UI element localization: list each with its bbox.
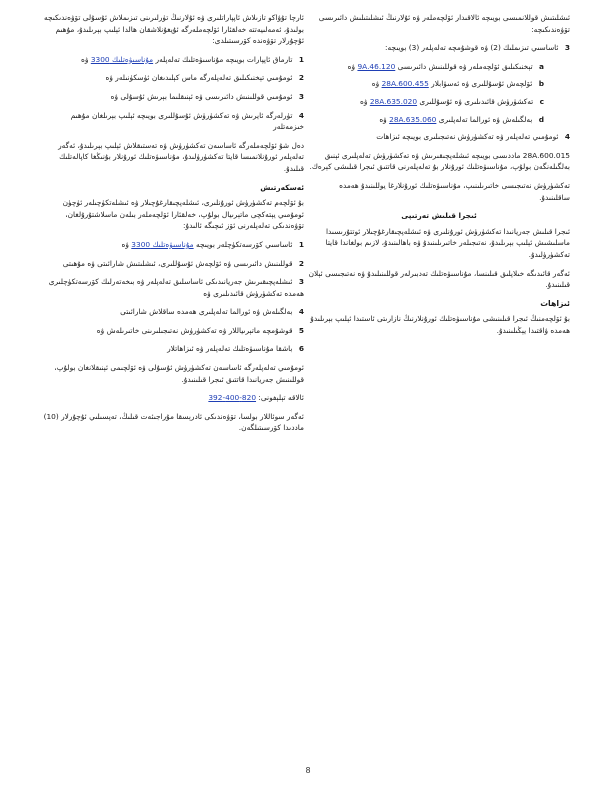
sub-list xyxy=(308,61,558,125)
sub-list-item xyxy=(308,61,558,73)
list-item xyxy=(42,72,304,84)
reference-link[interactable]: 28A.635.060 xyxy=(389,114,437,124)
list-item xyxy=(42,343,304,355)
list-item xyxy=(42,91,304,103)
sub-item-tail: ۋە xyxy=(379,114,387,124)
sub-list-item xyxy=(308,114,558,126)
sub-item-text: تېخنىكىلىق ئۆلچەملەر ۋە قوللىنىش دائىرىسى xyxy=(397,61,533,71)
list-item xyxy=(42,239,304,251)
sub-item-text: ئۆلچەش ئۇسۇللىرى ۋە ئەسۋابلار xyxy=(431,79,533,89)
right-paragraph-1: 28A.600.015 ماددىسى بويىچە ئىشلەپچىقىرىش ۋە تەكشۈرۈش تەلەپلىرى ئېنىق بەلگىلەنگەن بولۇپ، مۇناسىۋەتلىك ئورۇنلار بۇ تەلەپلەرنى قاتتىق ئىجرا قىلىشى كېرەك. xyxy=(309,150,570,172)
list-item xyxy=(42,276,304,299)
right-intro-paragraph: ئىشلىتىش قوللانمىسى بويىچە ئالاقىدار ئۆلچەملەر ۋە ئۇلارنىڭ ئىشلىتىلىش دائىرىسى تۆۋەندىكىچە: xyxy=(318,13,570,34)
sub-list-item xyxy=(308,96,558,108)
list-item-text: تارماق ئاپپارات بويىچە مۇناسىۋەتلىك تەلەپلەر xyxy=(155,54,293,64)
left-paragraph-1: دەل شۇ ئۆلچەملەرگە ئاساسەن تەكشۈرۈش ۋە تەستىقلاش ئېلىپ بېرىلىدۇ، ئەگەر تەلەپلەر ئورۇنلانمىسا قايتا تەكشۈرۈلىدۇ، مۇناسىۋەتلىك ئورۇنلار بۇنىڭغا كاپالەتلىك قىلىدۇ. xyxy=(58,140,304,173)
list-item-number: 1 xyxy=(298,54,304,64)
list-item-number: 4 xyxy=(298,110,304,120)
sub-item-marker: d xyxy=(538,114,544,124)
list-item-text: تۈرلەرگە ئايرىش ۋە تەكشۈرۈش ئۇسۇللىرى بويىچە ئېلىپ بېرىلغان مۇھىم خىزمەتلەر xyxy=(70,110,304,132)
list-item-tail: ۋە xyxy=(121,239,129,249)
list-item xyxy=(308,42,570,54)
list-item xyxy=(42,54,304,66)
reference-link[interactable]: مۇناسىۋەتلىك 3300 xyxy=(90,54,154,64)
left-list-b xyxy=(42,239,304,355)
sub-item-text: بەلگىلەش ۋە ئورالما تەلەپلىرى xyxy=(438,114,533,124)
reference-line xyxy=(42,392,304,404)
left-paragraph-3: ئومۇمىي تەلەپلەرگە ئاساسەن تەكشۈرۈش ئۇسۇلى ۋە ئۆلچىمى ئېنىقلانغان بولۇپ، قوللىنىش جەريانىدا قاتتىق ئىجرا قىلىنىدۇ. xyxy=(54,363,304,384)
page-number: 8 xyxy=(305,766,311,775)
list-item-text: قوشۇمچە ماتېرىياللار ۋە تەكشۈرۈش نەتىجىلىرىنى خاتىرىلەش xyxy=(106,325,293,335)
reference-line-label: ئالاقە تېلېفونى: xyxy=(258,393,304,403)
list-item-number: 4 xyxy=(564,132,570,142)
list-item-number: 4 xyxy=(298,307,304,317)
list-item-number: 5 xyxy=(298,325,304,335)
right-section-heading: ئىجرا قىلىش تەرتىپى xyxy=(401,211,477,221)
list-item-text: ئومۇمىي تېخنىكىلىق تەلەپلەرگە ماس كېلىدىغان ئۈسكۈنىلەر ۋە xyxy=(105,73,293,83)
right-paragraph-5: بۇ ئۆلچەمنىڭ ئىجرا قىلىنىشى مۇناسىۋەتلىك ئورۇنلارنىڭ نازارىتى ئاستىدا ئېلىپ بېرىلىدۇ ھەمدە ۋاقتىدا يېڭىلىنىدۇ. xyxy=(310,314,570,335)
list-item-number: 1 xyxy=(298,239,304,249)
list-item xyxy=(42,258,304,270)
list-item xyxy=(308,131,570,143)
list-item-text: ئومۇمىي تەلەپلەر ۋە تەكشۈرۈش نەتىجىلىرى بويىچە ئىزاھات xyxy=(376,132,559,142)
list-item-number: 3 xyxy=(564,43,570,53)
list-item-text: بەلگىلەش ۋە ئورالما تەلەپلىرى ھەمدە ساقلاش شارائىتى xyxy=(120,307,293,317)
list-item-number: 2 xyxy=(298,258,304,268)
reference-link[interactable]: 28A.635.020 xyxy=(369,96,418,106)
left-intro-paragraph: ئارچا تۇۋاكو تازىلاش ئاپپاراتلىرى ۋە ئۇلارنىڭ تۈرلىرىنى تىزىملاش ئۇسۇلى تۆۋەندىكىچە بولىدۇ، ئەمەلىيەتتە خەلقئارا ئۆلچەملەرگە ئۇيغۇنلاشقان ھالدا ئېلىپ بېرىلىدۇ، مۇھىم ئۇچۇرلار تۆۋەندە كۆرسىتىلدى: xyxy=(44,13,304,46)
sub-list-item xyxy=(308,78,558,90)
right-column xyxy=(308,12,570,343)
left-column xyxy=(42,12,304,441)
left-list-a xyxy=(42,54,304,133)
left-paragraph-2: بۇ ئۆلچەم تەكشۈرۈش ئورۇنلىرى، ئىشلەپچىقارغۇچىلار ۋە ئىشلەتكۈچىلەر ئۈچۈن ئومۇمىي يېتەكچى ماتېرىيال بولۇپ، خەلقئارا ئۆلچەملەر بىلەن ماسلاشتۇرۇلغان، تۆۋەندىكى تەلەپلەرنى ئۆز ئىچىگە ئالىدۇ: xyxy=(62,198,304,231)
sub-item-marker: c xyxy=(539,96,544,106)
phone-link[interactable]: 820-400-392 xyxy=(208,393,257,403)
list-item-number: 3 xyxy=(298,277,304,287)
list-item-number: 6 xyxy=(298,344,304,354)
list-item-tail: ۋە xyxy=(81,54,89,64)
list-item-number: 3 xyxy=(298,91,304,101)
left-paragraph-4: ئەگەر سوئاللار بولسا، تۆۋەندىكى ئادرېسقا مۇراجىئەت قىلىڭ، تەپسىلىي ئۇچۇرلار (10) ماددىدا كۆرسىتىلگەن. xyxy=(43,411,304,433)
list-item-text: ئومۇمىي قوللىنىش دائىرىسى ۋە ئېنىقلىما بېرىش ئۇسۇلى xyxy=(120,91,293,101)
sub-item-tail: ۋە xyxy=(347,61,356,71)
list-item-number: 2 xyxy=(298,73,304,83)
list-item-text: ئاساسىي تىزىملىك (2) ۋە قوشۇمچە تەلەپلەر (3) بويىچە: xyxy=(384,43,559,53)
list-item-tail: ۋە xyxy=(96,325,105,335)
sub-item-tail: ۋە xyxy=(371,79,380,89)
reference-link[interactable]: 9A.46.120 xyxy=(357,61,396,71)
reference-link[interactable]: 28A.600.455 xyxy=(381,79,429,89)
list-item-text: ئاساسىي كۆرسەتكۈچلەر بويىچە xyxy=(195,239,293,249)
right-subsection-heading: ئىزاھات xyxy=(540,298,570,308)
list-item-text: قوللىنىش دائىرىسى ۋە ئۆلچەش ئۇسۇللىرى، ئىشلىتىش شارائىتى ۋە مۇھىتى xyxy=(62,258,293,268)
list-item-tail: ۋە xyxy=(203,288,211,298)
reference-link[interactable]: مۇناسىۋەتلىك 3300 xyxy=(131,239,194,249)
list-item xyxy=(42,306,304,318)
sub-item-marker: b xyxy=(538,79,544,89)
sub-item-marker: a xyxy=(539,61,544,71)
right-paragraph-4: ئەگەر قائىدىگە خىلاپلىق قىلىنسا، مۇناسىۋەتلىك تەدبىرلەر قوللىنىلىدۇ ۋە نەتىجىسى ئېلان قىلىنىدۇ. xyxy=(308,268,570,290)
list-item-text: ئىشلەپچىقىرىش جەريانىدىكى ئاساسلىق تەلەپلەر ۋە بىخەتەرلىك كۆرسەتكۈچلىرى ھەمدە تەكشۈرۈش قائىدىلىرى xyxy=(48,277,304,298)
list-item-tail: ۋە xyxy=(110,91,119,101)
list-item xyxy=(42,325,304,337)
list-item-text: باشقا مۇناسىۋەتلىك تەلەپلەر ۋە ئىزاھاتلار xyxy=(167,344,293,354)
list-item xyxy=(42,110,304,133)
right-paragraph-3: ئىجرا قىلىش جەريانىدا تەكشۈرۈش ئورۇنلىرى ۋە ئىشلەپچىقارغۇچىلار ئوتتۇرىسىدا ماسلىشىش ئېلىپ بېرىلىدۇ، نەتىجىلەر خاتىرىلىنىدۇ ۋە باھالىنىدۇ، لازىم بولغاندا قايتا تەكشۈرۈلىدۇ. xyxy=(325,226,570,259)
sub-item-tail: ۋە xyxy=(360,96,368,106)
left-section-heading: ئەسكەرتىش xyxy=(260,182,304,192)
right-paragraph-2: تەكشۈرۈش نەتىجىسى خاتىرىلىنىپ، مۇناسىۋەتلىك ئورۇنلارغا يوللىنىدۇ ھەمدە ساقلىنىدۇ. xyxy=(339,180,570,202)
sub-item-text: تەكشۈرۈش قائىدىلىرى ۋە ئۇسۇللىرى xyxy=(419,96,534,106)
